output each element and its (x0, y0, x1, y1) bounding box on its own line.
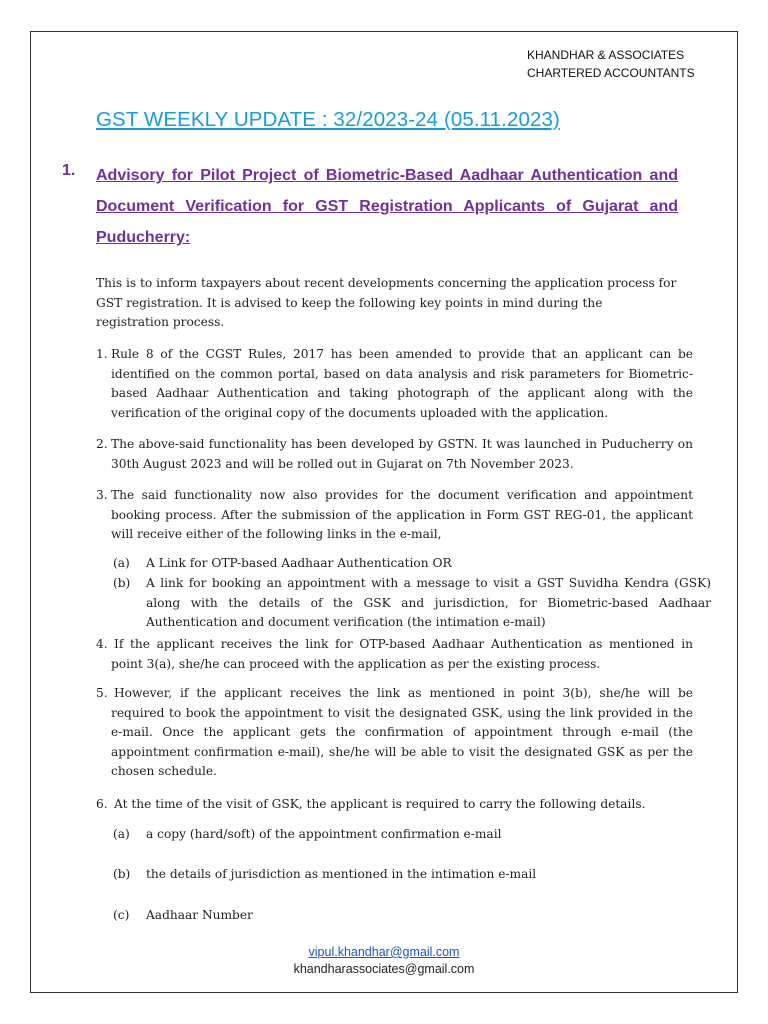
list-item-number: 5. (96, 686, 108, 700)
sub-item (113, 906, 711, 926)
page-title: GST WEEKLY UPDATE : 32/2023-24 (05.11.2023) (96, 108, 560, 131)
email-text: khandharassociates@gmail.com (293, 962, 475, 976)
list-item (96, 795, 693, 815)
sub-item-number: (a) (113, 556, 130, 570)
list-item-text: If the applicant receives the link for OTP-based Aadhaar Authentication as mentioned in point 3(a), she/he can proceed with the application as per the existing process. (111, 637, 693, 671)
sub-item-text: A link for booking an appointment with a message to visit a GST Suvidha Kendra (GSK) along with the details of the GSK and jurisdiction, for Biometric-based Aadhaar Authentication and document verification (the intimation e-mail) (146, 576, 711, 629)
firm-header (527, 46, 695, 82)
intro-paragraph: This is to inform taxpayers about recent developments concerning the application process for GST registration. It is advised to keep the following key points in mind during the registration process. (96, 276, 677, 329)
sub-item-number: (a) (113, 827, 130, 841)
list-item (96, 684, 693, 782)
sub-item (113, 574, 711, 633)
sub-item-number: (b) (113, 576, 131, 590)
list-item-number: 6. (96, 797, 108, 811)
firm-name: KHANDHAR & ASSOCIATES (527, 48, 685, 62)
email-link[interactable]: vipul.khandhar@gmail.com (308, 945, 460, 959)
list-item-text: The said functionality now also provides for the document verification and appointment booking process. After the submission of the application in Form GST REG-01, the applicant will receive either of the following links in the e-mail, (111, 488, 693, 541)
list-item (96, 635, 693, 674)
list-item-number: 1. (96, 347, 108, 361)
list-item-number: 3. (96, 488, 108, 502)
list-item-number: 4. (96, 637, 108, 651)
sub-item (113, 554, 711, 574)
list-item (96, 345, 693, 423)
sub-item (113, 865, 711, 885)
sub-item-text: the details of jurisdiction as mentioned in the intimation e-mail (146, 867, 537, 881)
sub-item-number: (c) (113, 908, 130, 922)
sub-item-text: A Link for OTP-based Aadhaar Authentication OR (146, 556, 452, 570)
list-item-text: Rule 8 of the CGST Rules, 2017 has been amended to provide that an applicant can be identified on the common portal, based on data analysis and risk parameters for Biometric-based Aadhaar Authentication and taking photograph of the applicant along with the verification of the original copy of the documents uploaded with the application. (111, 347, 693, 420)
sub-item-text: Aadhaar Number (146, 908, 253, 922)
section-number: 1. (62, 162, 76, 179)
section-heading: Advisory for Pilot Project of Biometric-Based Aadhaar Authentication and Document Verification for GST Registration Applicants of Gujarat and Puducherry: (96, 167, 678, 246)
sub-item (113, 825, 711, 845)
list-item (96, 435, 693, 474)
firm-subtitle: CHARTERED ACCOUNTANTS (527, 66, 695, 80)
footer (0, 944, 768, 978)
sub-item-number: (b) (113, 867, 131, 881)
list-item-text: However, if the applicant receives the link as mentioned in point 3(b), she/he will be required to book the appointment to visit the designated GSK, using the link provided in the e-mail. Once the applicant gets the confirmation of appointment through e-mail (the appointment confirmation e-mail), she/he will be able to visit the designated GSK as per the chosen schedule. (111, 686, 693, 778)
list-item-text: The above-said functionality has been developed by GSTN. It was launched in Puducherry on 30th August 2023 and will be rolled out in Gujarat on 7th November 2023. (111, 437, 693, 471)
list-item (96, 486, 693, 545)
sub-item-text: a copy (hard/soft) of the appointment confirmation e-mail (146, 827, 502, 841)
list-item-text: At the time of the visit of GSK, the applicant is required to carry the following details. (114, 797, 646, 811)
list-item-number: 2. (96, 437, 108, 451)
